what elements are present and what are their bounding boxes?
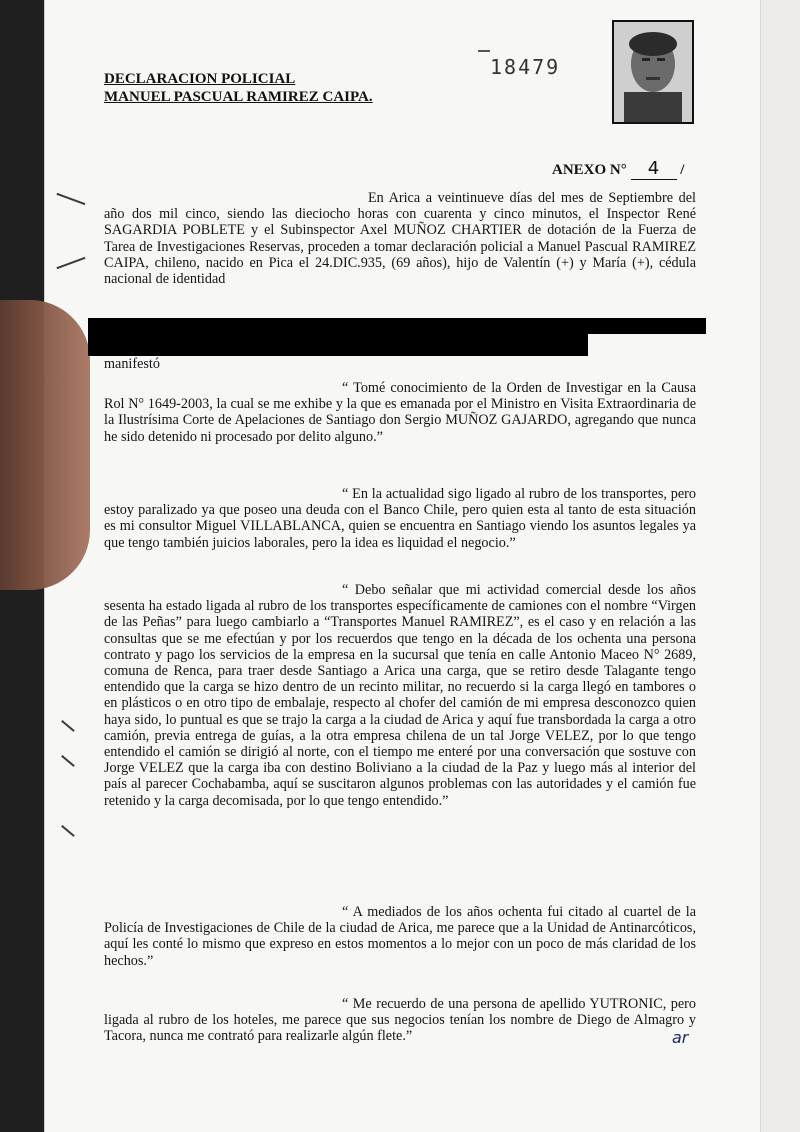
paper-edge	[760, 0, 800, 1132]
handwritten-initials: ar	[672, 1028, 689, 1047]
stamp-dash	[478, 50, 490, 52]
person-photo	[612, 20, 694, 124]
paragraph-statement-5: “ Me recuerdo de una persona de apellido YUTRONIC, pero ligada al rubro de los hoteles, me parece que sus negocios tenían los nombre de Diego de Almagro y Tacora, nunca me contrató para realizarle algún flete.”	[104, 996, 696, 1045]
paragraph-statement-4: “ A mediados de los años ochenta fui citado al cuartel de la Policía de Investigaciones de Chile de la ciudad de Arica, me parece que a la Unidad de Antinarcóticos, aquí les conté lo mismo que expreso en estos momentos a lo mejor con un poco de más claridad de los hechos.”	[104, 904, 696, 969]
annex-label	[552, 158, 684, 180]
title-line-1: DECLARACION POLICIAL	[104, 71, 296, 87]
annex-suffix: /	[680, 162, 685, 178]
annex-text: ANEXO N°	[552, 162, 627, 178]
paragraph-intro: En Arica a veintinueve días del mes de Septiembre del año dos mil cinco, siendo las dieciocho horas con cuarenta y cinco minutos, el Inspector René SAGARDIA POBLETE y el Subinspector Axel MUÑOZ CHARTIER de dotación de la Fuerza de Tarea de Investigaciones Reservas, proceden a tomar declaración policial a Manuel Pascual RAMIREZ CAIPA, chileno, nacido en Pica el 24.DIC.935, (69 años), hijo de Valentín (+) y María (+), cédula nacional de identidad	[104, 190, 696, 288]
annex-number: 4	[631, 158, 677, 180]
paragraph-statement-1: “ Tomé conocimiento de la Orden de Investigar en la Causa Rol N° 1649-2003, la cual se me exhibe y la que es emanada por el Ministro en Visita Extraordinaria de la Ilustrísima Corte de Apelaciones de Santiago don Sergio MUÑOZ GAJARDO, agregando que nunca he sido detenido ni procesado por delito alguno.”	[104, 380, 696, 445]
holding-thumb	[0, 300, 90, 590]
redaction-bar	[88, 318, 706, 334]
folio-stamp: 18479	[490, 55, 561, 79]
document-title	[104, 70, 373, 106]
paragraph-statement-2: “ En la actualidad sigo ligado al rubro de los transportes, pero estoy paralizado ya que poseo una deuda con el Banco Chile, pero quien esta al tanto de esta situación es mi consultor Miguel VILLABLANCA, quien se encuentra en Santiago viendo los asuntos legales ya que tengo también juicios laborales, pero la idea es liquidad el negocio.”	[104, 486, 696, 551]
title-line-2: MANUEL PASCUAL RAMIREZ CAIPA.	[104, 89, 373, 105]
paragraph-statement-3: “ Debo señalar que mi actividad comercial desde los años sesenta ha estado ligada al rubro de los transportes específicamente de camiones con el nombre “Virgen de las Peñas” para luego cambiarlo a “Transportes Manuel RAMIREZ”, es el caso y en relación a las consultas que se me efectúan y por los recuerdos que tengo en la década de los ochenta una persona contrato y pago los servicios de la empresa en la sucursal que tenía en calle Antonio Maceo N° 2689, comuna de Renca, para traer desde Santiago a Arica una carga, que se retiro desde Talagante tengo entendido que la carga se hizo dentro de un recinto militar, no recuerdo si la carga llegó en tambores o en plásticos o en otro tipo de embalaje, respecto al chofer del camión de mi empresa desconozco quien haya sido, lo puntual es que se trajo la carga a la ciudad de Arica y aquí fue transbordada la carga a otro camión, previa entrega de guías, a la otra empresa chilena de un tal Jorge VELEZ, por lo que tengo entendido el camión se dirigió al norte, con el tiempo me enteré por una conversación que sostuve con Jorge VELEZ que la carga iba con destino Boliviano a la ciudad de la Paz y luego más al interior del país al parecer Cochabamba, aquí se suscitaron algunos problemas con las autoridades y el camión fue retenido y la carga decomisada, por lo que tengo entendido.”	[104, 582, 696, 809]
redaction-bar	[88, 334, 588, 356]
paragraph-intro-tail: manifestó	[104, 356, 160, 372]
